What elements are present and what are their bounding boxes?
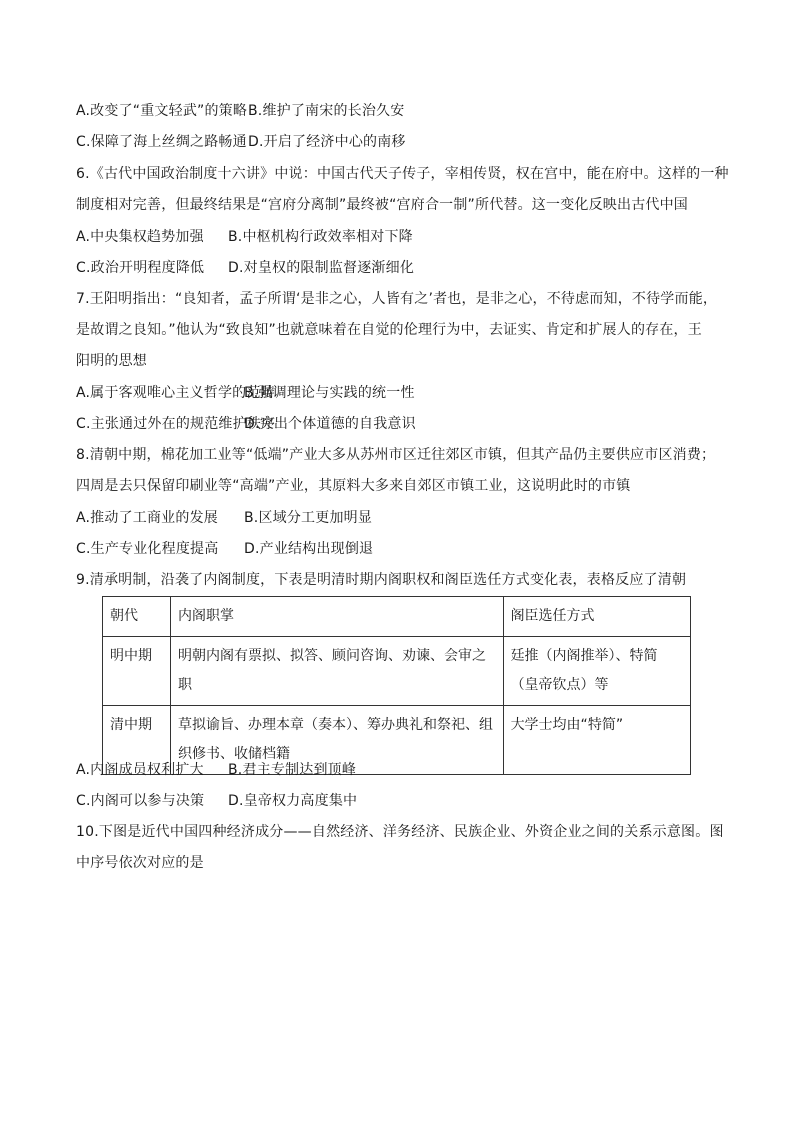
q9-option-b: B.君主专制达到顶峰	[228, 762, 357, 778]
table-cell: 清中期	[103, 706, 171, 775]
q8-option-d: D.产业结构出现倒退	[244, 541, 374, 557]
q6-stem-line-1: 6.《古代中国政治制度十六讲》中说：中国古代天子传子，宰相传贤，权在宫中，能在府中。这样的一种	[76, 166, 729, 182]
q6-option-d: D.对皇权的限制监督逐渐细化	[228, 260, 415, 276]
q5-option-c: C.保障了海上丝绸之路畅通	[76, 134, 247, 150]
table-header-cell: 朝代	[103, 597, 171, 637]
q6-option-b: B.中枢机构行政效率相对下降	[228, 229, 413, 245]
q6-option-a: A.中央集权趋势加强	[76, 229, 204, 245]
q8-options-row-1	[76, 508, 372, 528]
q9-stem-line-1: 9.清承明制，沿袭了内阁制度，下表是明清时期内阁职权和阁臣选任方式变化表，表格反应了清朝	[76, 572, 687, 588]
q6-options-row-2	[76, 258, 414, 278]
table-header-row	[103, 597, 691, 637]
table-cell: 明中期	[103, 637, 171, 706]
q5-option-a: A.改变了“重文轻武”的策略	[76, 103, 248, 119]
q7-stem-line-2: 是故谓之良知。”他认为“致良知”也就意味着在自觉的伦理行为中，去证实、肯定和扩展人的存在，王	[76, 322, 702, 338]
q7-stem-line-3: 阳明的思想	[76, 353, 147, 369]
q9-option-c: C.内阁可以参与决策	[76, 793, 205, 809]
q5-option-b: B.维护了南宋的长治久安	[248, 103, 405, 119]
q6-stem-line-2: 制度相对完善，但最终结果是“宫府分离制”最终被“宫府合一制”所代替。这一变化反映出古代中国	[76, 197, 689, 213]
q8-option-c: C.生产专业化程度提高	[76, 541, 219, 557]
q6-option-c: C.政治开明程度降低	[76, 260, 205, 276]
q7-option-a: A.属于客观唯心主义哲学的范畴	[76, 385, 275, 401]
q5-option-d: D.开启了经济中心的南移	[248, 134, 406, 150]
q9-options-row-2	[76, 791, 357, 811]
q7-option-c: C.主张通过外在的规范维护秩序	[76, 416, 276, 432]
q7-options-row-2	[76, 414, 416, 434]
table-cell: 草拟谕旨、办理本章（奏本）、筹办典礼和祭祀、组织修书、收储档籍	[170, 706, 503, 775]
q7-option-d: D.突出个体道德的自我意识	[244, 416, 416, 432]
q10-stem-line-1: 10.下图是近代中国四种经济成分——自然经济、洋务经济、民族企业、外资企业之间的关系示意图。图	[76, 824, 724, 840]
q9-option-a: A.内阁成员权利扩大	[76, 762, 204, 778]
q10-stem-line-2: 中序号依次对应的是	[76, 855, 204, 871]
q5-options-row-1	[76, 101, 404, 121]
q7-stem-line-1: 7.王阳明指出：“良知者，孟子所谓‘是非之心，人皆有之’者也，是非之心，不待虑而知，不待学而能，	[76, 291, 718, 307]
q9-table	[102, 596, 691, 775]
q9-options-row-1	[76, 760, 356, 780]
table-cell: 明朝内阁有票拟、拟答、顾问咨询、劝谏、会审之职	[170, 637, 503, 706]
q7-options-row-1	[76, 383, 415, 403]
q8-stem-line-1: 8.清朝中期，棉花加工业等“低端”产业大多从苏州市区迁往郊区市镇，但其产品仍主要供应市区消费；	[76, 447, 716, 463]
q8-options-row-2	[76, 539, 373, 559]
q6-options-row-1	[76, 227, 413, 247]
table-cell: 廷推（内阁推举）、特简（皇帝钦点）等	[503, 637, 690, 706]
q8-stem-line-2: 四周是去只保留印刷业等“高端”产业，其原料大多来自郊区市镇工业，这说明此时的市镇	[76, 478, 631, 494]
table-cell: 大学士均由“特简”	[503, 706, 690, 775]
table-row	[103, 637, 691, 706]
table-header-cell: 阁臣选任方式	[503, 597, 690, 637]
q8-option-b: B.区域分工更加明显	[244, 510, 373, 526]
q8-option-a: A.推动了工商业的发展	[76, 510, 218, 526]
q9-option-d: D.皇帝权力高度集中	[228, 793, 358, 809]
q7-option-b: B.强调理论与实践的统一性	[244, 385, 415, 401]
table-header-cell: 内阁职掌	[170, 597, 503, 637]
q5-options-row-2	[76, 132, 406, 152]
